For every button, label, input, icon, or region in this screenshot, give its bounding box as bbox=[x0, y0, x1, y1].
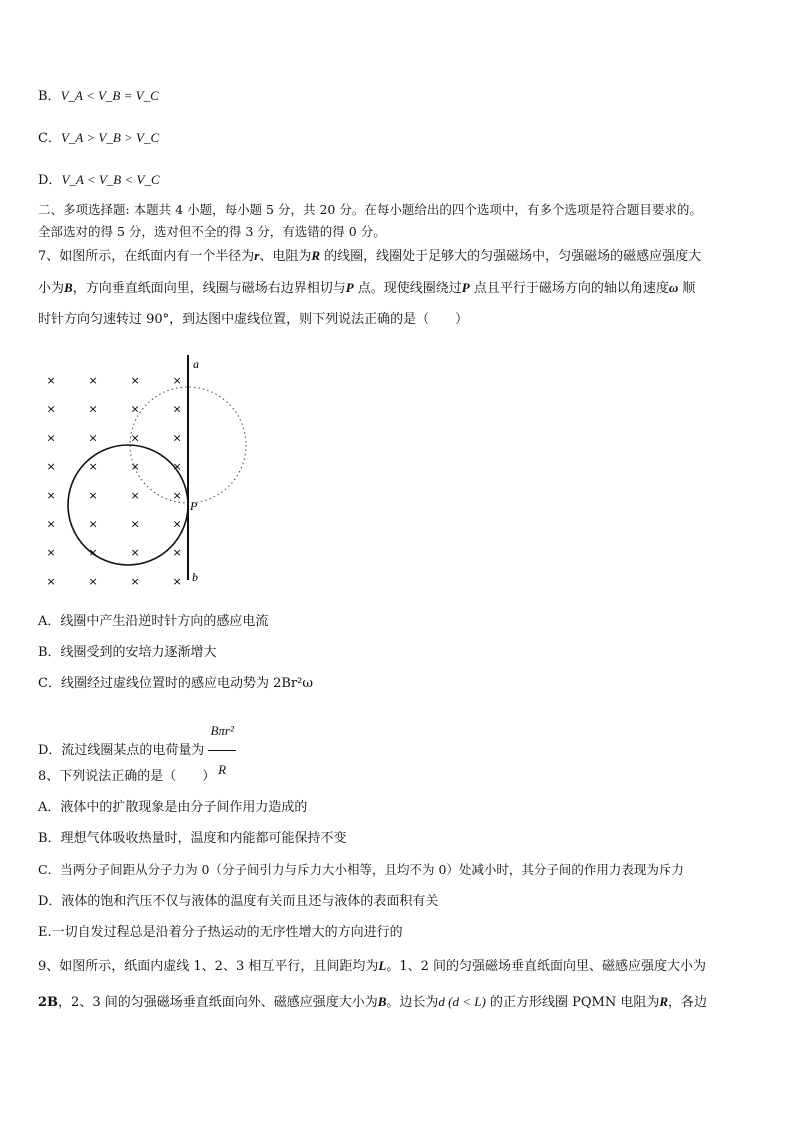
field-cross: × bbox=[130, 488, 140, 502]
q8-option-d: D．液体的饱和汽压不仅与液体的温度有关而且还与液体的表面积有关 bbox=[38, 894, 439, 909]
field-cross: × bbox=[130, 574, 140, 588]
q8-option-a: A．液体中的扩散现象是由分子间作用力造成的 bbox=[38, 800, 308, 815]
field-cross: × bbox=[46, 374, 56, 387]
charge-fraction: $\frac{\text{Bπr²}}{R}$ bbox=[208, 712, 235, 789]
field-cross: × bbox=[172, 431, 182, 445]
field-cross: × bbox=[46, 517, 56, 531]
field-cross: × bbox=[130, 517, 140, 531]
section2-line1: 二、多项选择题: 本题共 4 小题，每小题 5 分，共 20 分。在每小题给出的四个选项中，有多个选项是符合题目要求的。 bbox=[38, 202, 702, 217]
field-cross: × bbox=[88, 517, 98, 531]
field-cross: × bbox=[130, 431, 140, 445]
field-cross: × bbox=[172, 517, 182, 531]
q7-option-b: B．线圈受到的安培力逐渐增大 bbox=[38, 645, 217, 660]
field-cross: × bbox=[46, 402, 56, 416]
q7-option-a: A．线圈中产生沿逆时针方向的感应电流 bbox=[38, 614, 269, 629]
q7-stem-line3: 时针方向匀速转过 90°，到达图中虚线位置，则下列说法正确的是（ ） bbox=[38, 312, 469, 327]
q8-option-e: E.一切自发过程总是沿着分子热运动的无序性增大的方向进行的 bbox=[38, 925, 403, 940]
field-cross: × bbox=[88, 460, 98, 474]
label-p: P bbox=[190, 499, 198, 513]
label-a: a bbox=[193, 357, 199, 371]
field-cross: × bbox=[172, 574, 182, 588]
option-b-prev: B．V_A < V_B = V_C bbox=[38, 88, 159, 104]
field-cross: × bbox=[88, 431, 98, 445]
field-cross: × bbox=[172, 546, 182, 560]
q9-stem-line2: 2B，2、3 间的匀强磁场垂直纸面向外、磁感应强度大小为B。边长为d (d < L) 的正方形线圈 PQMN 电阻为R，各边 bbox=[38, 994, 708, 1010]
magnetic-field-crosses bbox=[47, 374, 182, 588]
field-cross: × bbox=[88, 546, 98, 560]
q7-option-d: D．流过线圈某点的电荷量为 $\frac{\text{Bπr²}}{R}$ bbox=[38, 712, 236, 789]
option-c-expr: V_A > V_B > V_C bbox=[60, 130, 160, 145]
field-cross: × bbox=[130, 460, 140, 474]
field-cross: × bbox=[88, 488, 98, 502]
field-cross: × bbox=[172, 460, 182, 474]
field-cross: × bbox=[130, 546, 140, 560]
field-cross: × bbox=[172, 402, 182, 416]
solid-coil-circle bbox=[68, 445, 188, 565]
field-cross: × bbox=[46, 574, 56, 588]
q7-stem-line2: 小为B，方向垂直纸面向里，线圈与磁场右边界相切与P 点。现使线圈绕过P 点且平行于磁场方向的轴以角速度ω 顺 bbox=[38, 280, 696, 296]
field-cross: × bbox=[88, 574, 98, 588]
q8-option-b: B．理想气体吸收热量时，温度和内能都可能保持不变 bbox=[38, 831, 347, 846]
field-cross: × bbox=[88, 402, 98, 416]
q7-option-c: C．线圈经过虚线位置时的感应电动势为 2Br²ω bbox=[38, 676, 313, 691]
option-d-prev: D．V_A < V_B < V_C bbox=[38, 172, 160, 188]
label-b: b bbox=[192, 570, 198, 584]
field-cross: × bbox=[172, 488, 182, 502]
field-cross: × bbox=[172, 374, 182, 387]
q7-figure bbox=[30, 350, 260, 590]
field-cross: × bbox=[46, 460, 56, 474]
option-d-expr: V_A < V_B < V_C bbox=[61, 172, 160, 187]
option-b-expr: V_A < V_B = V_C bbox=[60, 88, 159, 103]
q9-stem-line1: 9、如图所示，纸面内虚线 1、2、3 相互平行，且间距均为L。1、2 间的匀强磁场垂直纸面向里、磁感应强度大小为 bbox=[38, 958, 706, 974]
q8-option-c: C．当两分子间距从分子力为 0（分子间引力与斥力大小相等，且均不为 0）处减小时，其分子间的作用力表现为斥力 bbox=[38, 862, 684, 877]
q7-stem-line1: 7、如图所示，在纸面内有一个半径为r、电阻为R 的线圈，线圈处于足够大的匀强磁场中，匀强磁场的磁感应强度大 bbox=[38, 248, 702, 264]
option-c-prev: C．V_A > V_B > V_C bbox=[38, 130, 160, 146]
field-cross: × bbox=[88, 374, 98, 387]
field-cross: × bbox=[46, 488, 56, 502]
section2-line2: 全部选对的得 5 分，选对但不全的得 3 分，有选错的得 0 分。 bbox=[38, 224, 386, 239]
q8-stem: 8、下列说法正确的是（ ） bbox=[38, 769, 216, 784]
field-cross: × bbox=[130, 402, 140, 416]
field-cross: × bbox=[46, 431, 56, 445]
field-cross: × bbox=[130, 374, 140, 387]
field-cross: × bbox=[46, 546, 56, 560]
